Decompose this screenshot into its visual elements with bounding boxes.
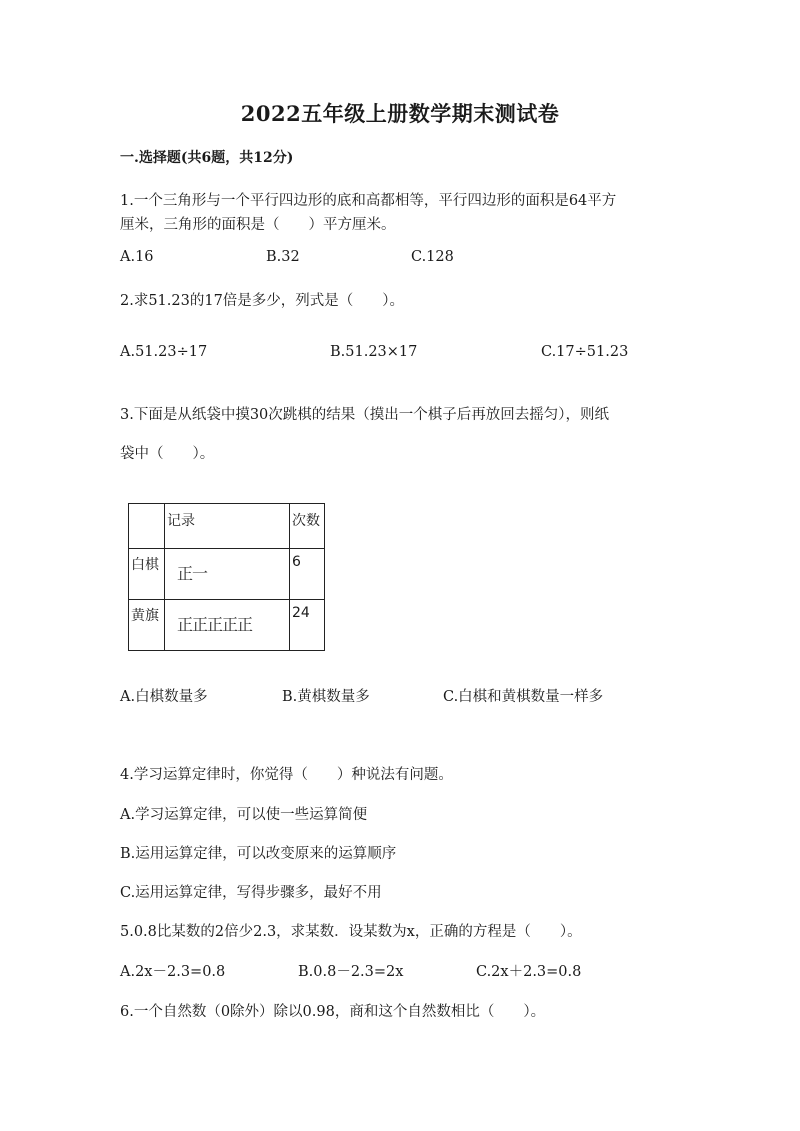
- question-5-option-b: B.0.8－2.3=2x: [298, 964, 404, 980]
- question-3-option-a: A.白棋数量多: [120, 689, 208, 705]
- table-tally-cell: [165, 549, 290, 600]
- table-header-corner: [129, 504, 165, 549]
- section-heading: 一.选择题(共6题，共12分): [120, 150, 294, 166]
- question-4-option-c: C.运用运算定律，写得步骤多，最好不用: [120, 885, 382, 901]
- table-header-record: 记录: [165, 504, 290, 549]
- table-tally-cell: [165, 600, 290, 651]
- question-2-option-b: B.51.23×17: [330, 344, 418, 360]
- question-1-line-2: 厘米，三角形的面积是（ ）平方厘米。: [120, 217, 396, 233]
- question-4-option-b: B.运用运算定律，可以改变原来的运算顺序: [120, 846, 397, 862]
- question-6-line-1: 6.一个自然数（0除外）除以0.98，商和这个自然数相比（ ）。: [120, 1004, 546, 1020]
- question-5-line-1: 5.0.8比某数的2倍少2.3，求某数．设某数为x，正确的方程是（ ）。: [120, 924, 582, 940]
- question-3-line-1: 3.下面是从纸袋中摸30次跳棋的结果（摸出一个棋子后再放回去摇匀），则纸: [120, 407, 610, 423]
- tally-marks: 正正正正正: [177, 615, 253, 634]
- question-1-option-b: B.32: [266, 249, 300, 265]
- question-4-option-a: A.学习运算定律，可以使一些运算简便: [120, 807, 368, 823]
- table-count-cell: 6: [290, 549, 325, 600]
- table-row-label: 黄旗: [129, 600, 165, 651]
- table-row: [129, 600, 325, 651]
- question-1-line-1: 1.一个三角形与一个平行四边形的底和高都相等，平行四边形的面积是64平方: [120, 193, 617, 209]
- question-2-option-c: C.17÷51.23: [541, 344, 629, 360]
- page-title: 2022五年级上册数学期末测试卷: [240, 101, 560, 126]
- tally-table: [128, 503, 325, 651]
- question-3-option-b: B.黄棋数量多: [282, 689, 370, 705]
- question-5-option-a: A.2x－2.3=0.8: [120, 964, 226, 980]
- table-header-count: 次数: [290, 504, 325, 549]
- question-1-option-a: A.16: [120, 249, 154, 265]
- table-row-label: 白棋: [129, 549, 165, 600]
- table-row: [129, 549, 325, 600]
- question-4-line-1: 4.学习运算定律时，你觉得（ ）种说法有问题。: [120, 767, 453, 783]
- table-header-row: [129, 504, 325, 549]
- tally-marks: 正一: [177, 564, 208, 583]
- question-5-option-c: C.2x＋2.3=0.8: [476, 964, 582, 980]
- question-2-line-1: 2.求51.23的17倍是多少，列式是（ ）。: [120, 293, 405, 309]
- question-2-option-a: A.51.23÷17: [120, 344, 208, 360]
- table-count-cell: 24: [290, 600, 325, 651]
- question-3-option-c: C.白棋和黄棋数量一样多: [443, 689, 604, 705]
- question-3-line-2: 袋中（ ）。: [120, 446, 215, 462]
- question-1-option-c: C.128: [411, 249, 454, 265]
